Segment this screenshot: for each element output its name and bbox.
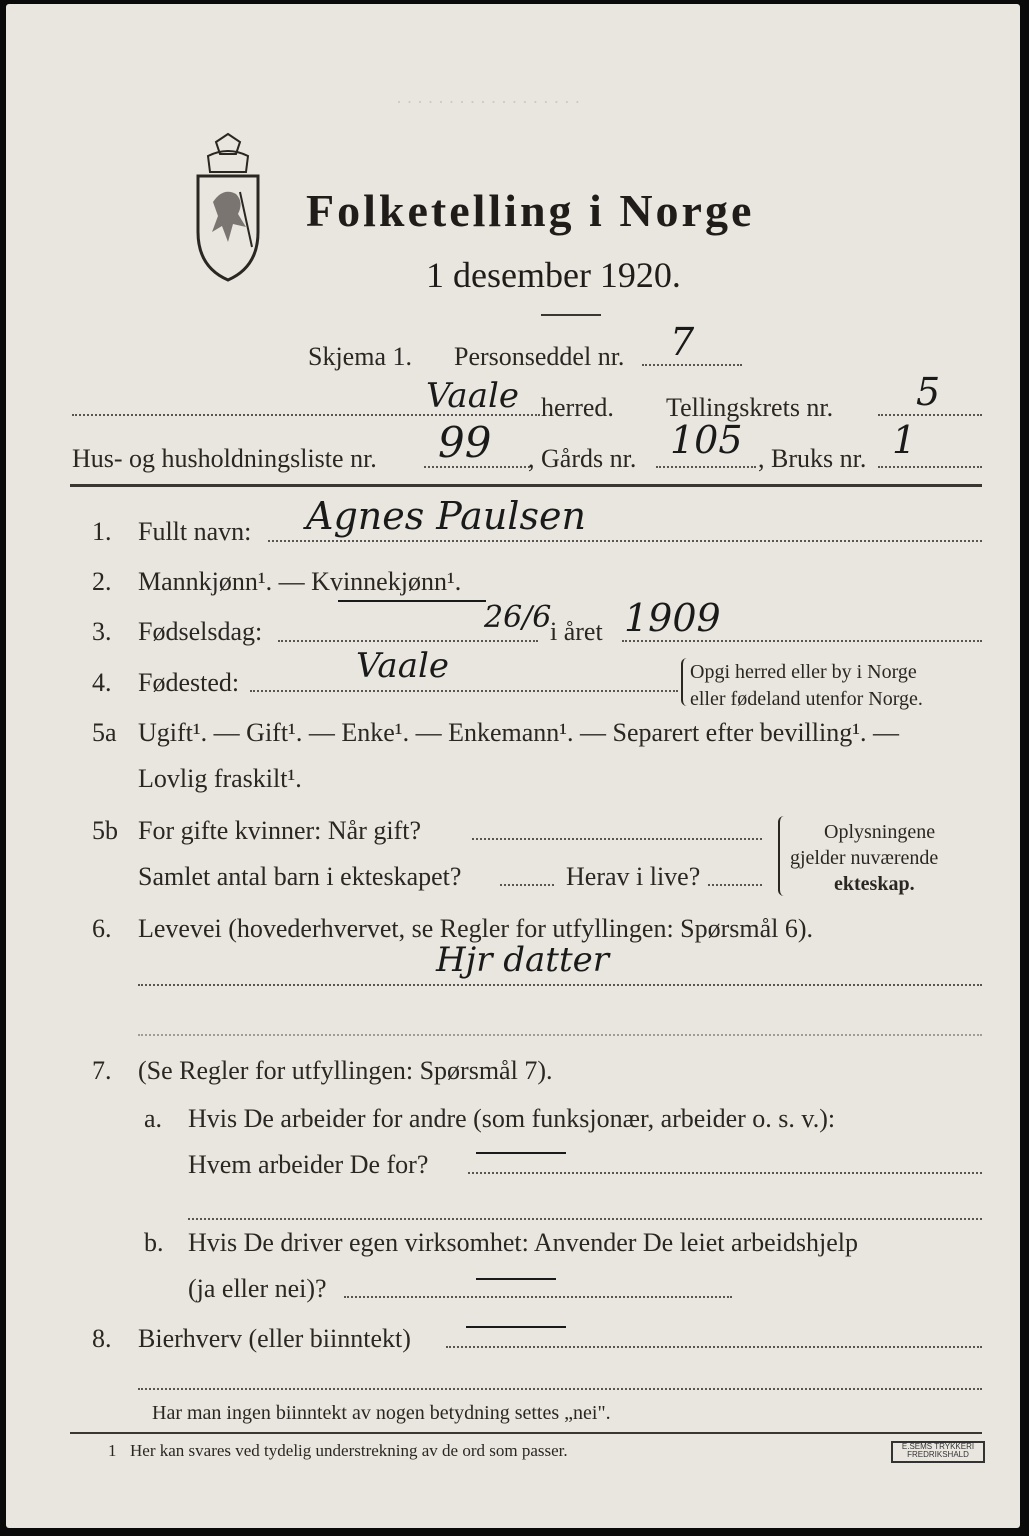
personseddel-label: Personseddel nr. xyxy=(454,342,625,371)
gards-value: 105 xyxy=(670,418,743,462)
census-form xyxy=(6,4,1020,1528)
q1-value-full-name: Agnes Paulsen xyxy=(306,494,586,538)
form-date: 1 desember 1920. xyxy=(426,255,681,295)
q6-field-line-2 xyxy=(138,1034,982,1036)
q3-mid-label: i året xyxy=(550,617,603,646)
herred-label: herred. xyxy=(541,393,614,422)
q8-label: Bierhverv (eller biinntekt) xyxy=(138,1324,411,1353)
q6-value-occupation: Hjr datter xyxy=(436,940,609,980)
q8-field-line-2 xyxy=(138,1388,982,1390)
q7b-letter: b. xyxy=(144,1228,164,1257)
q7b-dash-mark xyxy=(476,1278,556,1280)
tellingskrets-label: Tellingskrets nr. xyxy=(666,393,834,422)
q3-day-field-line xyxy=(278,640,538,642)
footnote-number: 1 xyxy=(108,1441,117,1460)
q1-label: Fullt navn: xyxy=(138,517,252,546)
q5b-note-line2: gjelder nuværende xyxy=(790,847,939,869)
q7b-field-line xyxy=(344,1296,732,1298)
q3-year-field-line xyxy=(622,640,982,642)
q5b-children-field-line xyxy=(500,884,554,886)
q3-number: 3. xyxy=(92,617,112,646)
q5b-alive-field-line xyxy=(708,884,762,886)
q1-field-line xyxy=(268,540,982,542)
q4-note-line2: eller fødeland utenfor Norge. xyxy=(690,688,923,710)
bleed-through-text: · · · · · · · · · · · · · · · · · · xyxy=(396,92,581,112)
gards-label: , Gårds nr. xyxy=(528,444,637,473)
q5b-label: For gifte kvinner: Når gift? xyxy=(138,816,422,845)
printer-stamp: E.SEMS TRYKKERI FREDRIKSHALD xyxy=(891,1441,985,1463)
q7a-label: Hvis De arbeider for andre (som funksjonær, arbeider o. s. v.): xyxy=(188,1104,836,1133)
q5b-label-2: Samlet antal barn i ekteskapet? xyxy=(138,862,462,891)
q4-number: 4. xyxy=(92,668,112,697)
q5b-married-field-line xyxy=(472,838,762,840)
husholdning-value: 99 xyxy=(438,418,492,467)
q2-label: Mannkjønn¹. — Kvinnekjønn¹. xyxy=(138,567,462,596)
q5b-note-line1: Oplysningene xyxy=(824,821,936,843)
header-divider xyxy=(70,484,982,487)
q7a-label-2: Hvem arbeider De for? xyxy=(188,1150,429,1179)
q7a-field-line xyxy=(468,1172,982,1174)
footer-note: Har man ingen biinntekt av nogen betydning settes „nei". xyxy=(152,1402,611,1424)
herred-value: Vaale xyxy=(426,376,519,416)
q4-value-birthplace: Vaale xyxy=(356,646,449,686)
q7a-letter: a. xyxy=(144,1104,163,1133)
q2-number: 2. xyxy=(92,567,112,596)
q1-number: 1. xyxy=(92,517,112,546)
coat-of-arms-icon xyxy=(178,132,278,282)
q8-field-line xyxy=(446,1346,982,1348)
form-title: Folketelling i Norge xyxy=(306,185,755,236)
q5b-brace xyxy=(778,816,786,896)
q6-label: Levevei (hovederhvervet, se Regler for utfyllingen: Spørsmål 6). xyxy=(138,914,814,943)
personseddel-value: 7 xyxy=(670,320,695,364)
q7-label: (Se Regler for utfyllingen: Spørsmål 7). xyxy=(138,1056,553,1085)
q3-value-day: 26/6 xyxy=(484,600,552,635)
footnote-text: Her kan svares ved tydelig understrekning av de ord som passer. xyxy=(130,1441,568,1460)
q7b-label: Hvis De driver egen virksomhet: Anvender De leiet arbeidshjelp xyxy=(188,1228,859,1257)
personseddel-field-line xyxy=(642,364,742,366)
q2-underline-kvinnekjonn xyxy=(338,600,486,602)
bruks-value: 1 xyxy=(892,418,917,462)
tellingskrets-field-line xyxy=(878,414,982,416)
q4-field-line xyxy=(250,690,678,692)
q3-value-year: 1909 xyxy=(624,596,721,640)
q5b-label-3: Herav i live? xyxy=(566,862,701,891)
bruks-field-line xyxy=(878,466,982,468)
q4-note-line1: Opgi herred eller by i Norge xyxy=(690,661,917,683)
bruks-label: , Bruks nr. xyxy=(758,444,867,473)
q8-dash-mark xyxy=(466,1326,566,1328)
q4-label: Fødested: xyxy=(138,668,240,697)
q4-brace xyxy=(681,658,689,706)
q5a-label-2: Lovlig fraskilt¹. xyxy=(138,764,302,793)
q7b-label-2: (ja eller nei)? xyxy=(188,1274,327,1303)
q7-number: 7. xyxy=(92,1056,112,1085)
q6-number: 6. xyxy=(92,914,112,943)
q6-field-line-1 xyxy=(138,984,982,986)
title-divider xyxy=(541,314,601,316)
footer-divider xyxy=(70,1432,982,1434)
q5b-number: 5b xyxy=(92,816,118,845)
q5b-note-line3: ekteskap. xyxy=(834,873,915,895)
q3-label: Fødselsdag: xyxy=(138,617,263,646)
gards-field-line xyxy=(656,466,756,468)
q5a-number: 5a xyxy=(92,718,117,747)
husholdning-label: Hus- og husholdningsliste nr. xyxy=(72,444,377,473)
tellingskrets-value: 5 xyxy=(916,370,941,414)
q7a-dash-mark xyxy=(476,1152,566,1154)
q7a-field-line-2 xyxy=(188,1218,982,1220)
q8-number: 8. xyxy=(92,1324,112,1353)
skjema-label: Skjema 1. xyxy=(308,342,412,371)
q5a-label: Ugift¹. — Gift¹. — Enke¹. — Enkemann¹. — Separert efter bevilling¹. — xyxy=(138,718,900,747)
